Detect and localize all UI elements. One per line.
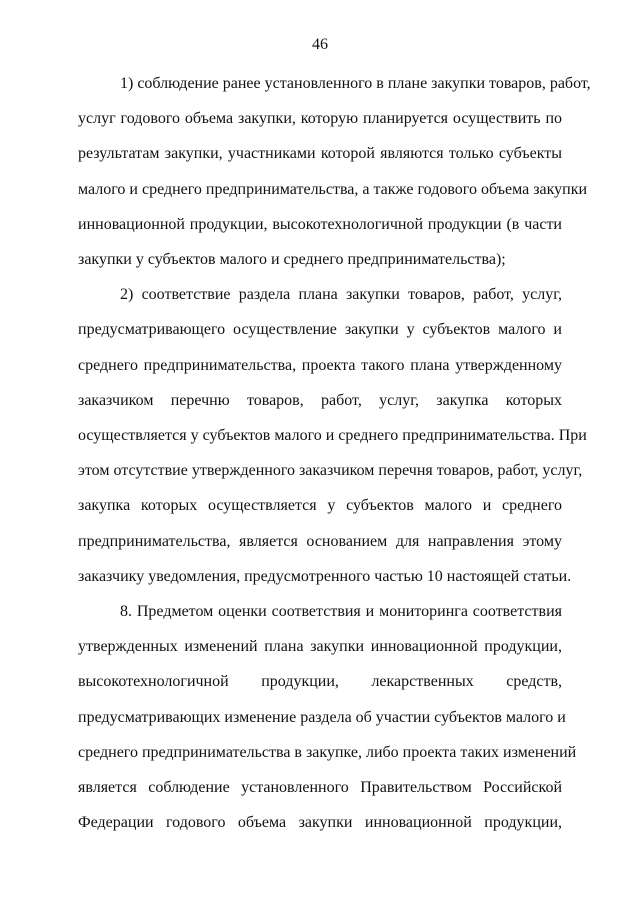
text-line: заказчику уведомления, предусмотренного частью 10 настоящей статьи.: [78, 567, 572, 585]
paragraph-3: [78, 594, 577, 840]
text-line: закупка которых осуществляется у субъектов малого и среднего: [78, 497, 562, 515]
text-line: высокотехнологичной продукции, лекарственных средств,: [78, 673, 562, 691]
paragraph-1: [78, 66, 591, 277]
page-number: 46: [312, 36, 328, 53]
text-line: среднего предпринимательства, проекта такого плана утвержденному: [78, 356, 562, 374]
text-line: малого и среднего предпринимательства, а также годового объема закупки: [78, 180, 588, 198]
text-line: является соблюдение установленного Правительством Российской: [78, 779, 562, 797]
text-line: 1) соблюдение ранее установленного в плане закупки товаров, работ,: [120, 75, 591, 92]
text-line: инновационной продукции, высокотехнологичной продукции (в части: [78, 215, 562, 233]
text-line: среднего предпринимательства в закупке, либо проекта таких изменений: [78, 743, 577, 761]
text-line: утвержденных изменений плана закупки инновационной продукции,: [78, 638, 562, 656]
document-body: [78, 66, 591, 840]
text-line: закупки у субъектов малого и среднего предпринимательства);: [78, 251, 506, 269]
paragraph-2: [78, 277, 587, 594]
text-line: предпринимательства, является основанием для направления этому: [78, 532, 562, 550]
text-line: Федерации годового объема закупки инновационной продукции,: [78, 814, 562, 832]
text-line: предусматривающего осуществление закупки у субъектов малого и: [78, 321, 562, 339]
text-line: 2) соответствие раздела плана закупки товаров, работ, услуг,: [120, 286, 562, 304]
text-line: услуг годового объема закупки, которую планируется осуществить по: [78, 110, 562, 128]
text-line: осуществляется у субъектов малого и среднего предпринимательства. При: [78, 427, 587, 445]
text-line: 8. Предметом оценки соответствия и мониторинга соответствия: [120, 603, 562, 621]
text-line: результатам закупки, участниками которой являются только субъекты: [78, 145, 562, 163]
text-line: заказчиком перечню товаров, работ, услуг, закупка которых: [78, 391, 562, 409]
text-line: этом отсутствие утвержденного заказчиком перечня товаров, работ, услуг,: [78, 462, 583, 480]
text-line: предусматривающих изменение раздела об участии субъектов малого и: [78, 708, 566, 726]
